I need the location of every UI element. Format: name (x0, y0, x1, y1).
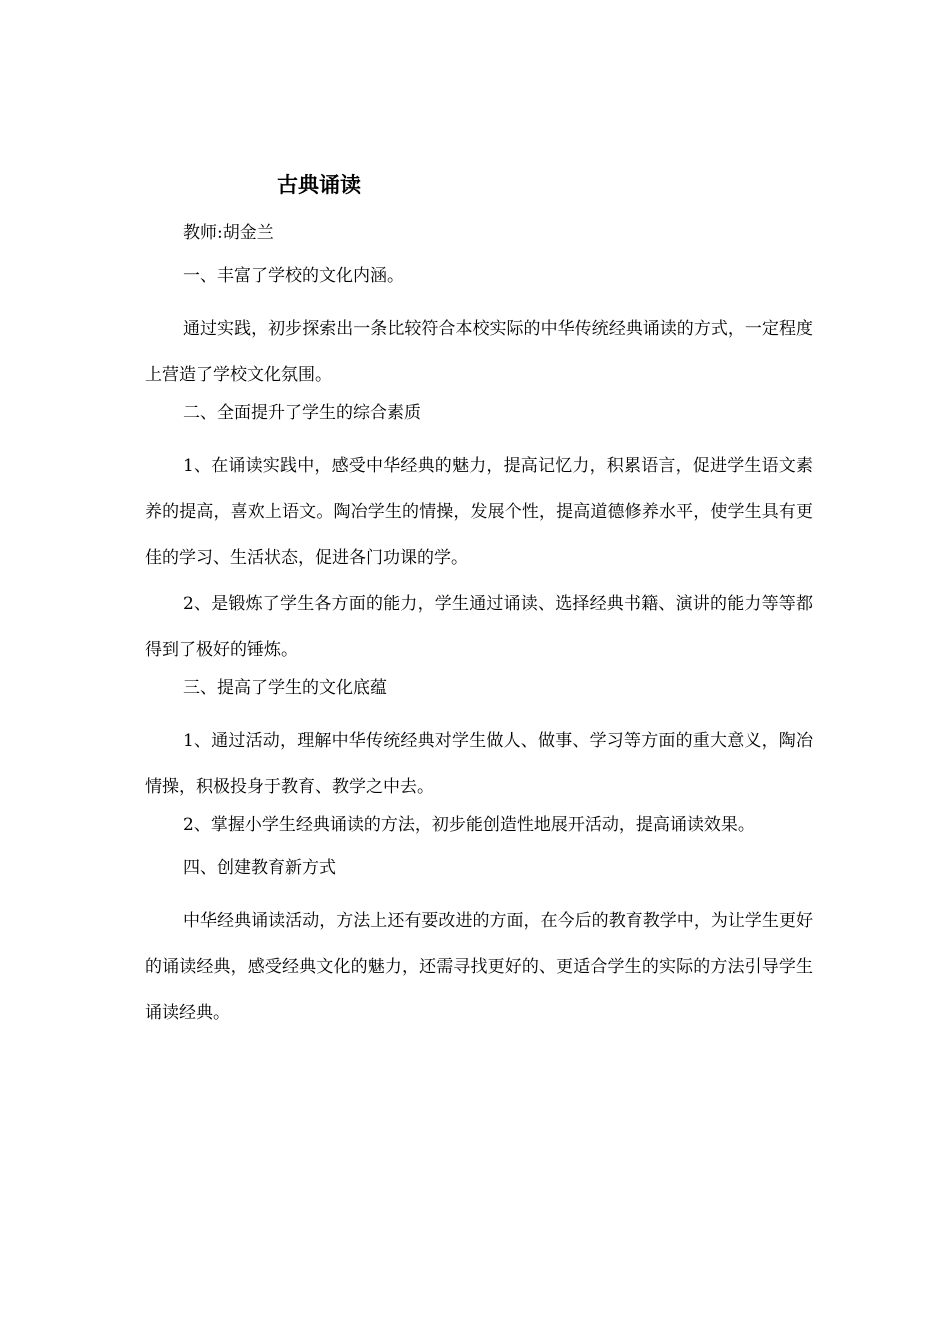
section-heading-4: 四、创建教育新方式 (183, 858, 336, 878)
paragraph-1: 通过实践，初步探索出一条比较符合本校实际的中华传统经典诵读的方式，一定程度上营造了学校文化氛围。 (145, 319, 813, 385)
section-heading-1: 一、丰富了学校的文化内涵。 (183, 266, 404, 286)
document-title: 古典诵读 (277, 172, 361, 197)
section-heading-3: 三、提高了学生的文化底蕴 (183, 678, 387, 698)
document-body (145, 220, 813, 1036)
paragraph-2-2: 2、是锻炼了学生各方面的能力，学生通过诵读、选择经典书籍、演讲的能力等等都得到了极好的锤炼。 (145, 594, 813, 660)
paragraph-4: 中华经典诵读活动，方法上还有要改进的方面，在今后的教育教学中，为让学生更好的诵读经典，感受经典文化的魅力，还需寻找更好的、更适合学生的实际的方法引导学生诵读经典。 (145, 911, 813, 1023)
paragraph-3-2: 2、掌握小学生经典诵读的方法，初步能创造性地展开活动，提高诵读效果。 (183, 815, 755, 835)
paragraph-3-1: 1、通过活动，理解中华传统经典对学生做人、做事、学习等方面的重大意义，陶冶情操，积极投身于教育、教学之中去。 (145, 731, 813, 797)
section-heading-2: 二、全面提升了学生的综合素质 (183, 403, 421, 423)
teacher-line: 教师:胡金兰 (183, 223, 274, 243)
paragraph-2-1: 1、在诵读实践中，感受中华经典的魅力，提高记忆力，积累语言，促进学生语文素养的提高，喜欢上语文。陶冶学生的情操，发展个性，提高道德修养水平，使学生具有更佳的学习、生活状态，促进各门功课的学。 (145, 456, 813, 568)
